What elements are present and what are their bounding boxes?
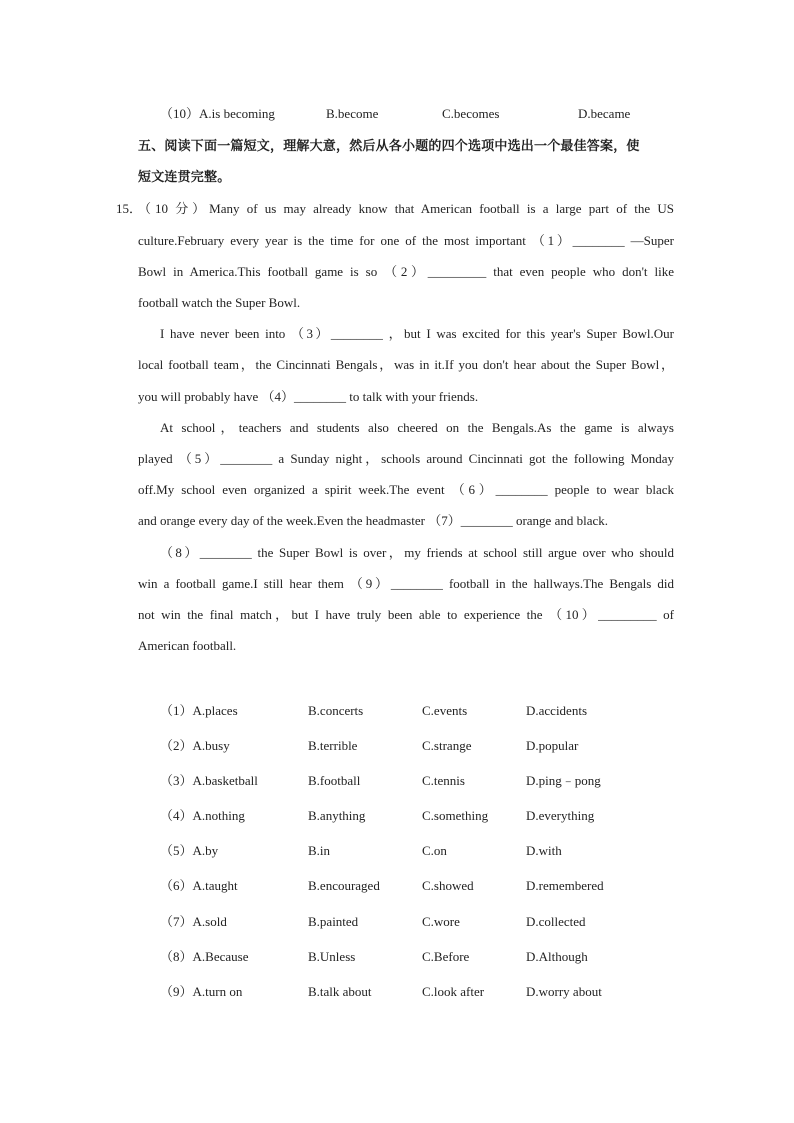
- option-c: C.wore: [422, 914, 460, 929]
- question-number: 15．: [116, 201, 143, 216]
- option-a: [160, 876, 238, 896]
- option-a: [160, 806, 245, 826]
- option-number: （1）: [160, 703, 193, 718]
- option-b: B.football: [308, 773, 361, 788]
- option-a-text: A.taught: [192, 878, 238, 893]
- option-a: [160, 736, 230, 756]
- option-a-text: A.sold: [192, 914, 227, 929]
- option-a: [160, 982, 242, 1002]
- option-c: C.something: [422, 808, 489, 823]
- option-a-text: A.nothing: [192, 808, 245, 823]
- option-b: B.terrible: [308, 738, 358, 753]
- option-b: B.painted: [308, 914, 359, 929]
- passage-line: you will probably have （4）________ to talk with your friends.: [138, 389, 479, 404]
- option-d: D.with: [526, 843, 562, 858]
- option-c: C.strange: [422, 738, 472, 753]
- option-d: D.popular: [526, 738, 579, 753]
- option-number: （9）: [160, 984, 193, 999]
- option-b: B.concerts: [308, 703, 364, 718]
- option-number: （6）: [160, 878, 193, 893]
- passage-line: football watch the Super Bowl.: [138, 295, 301, 310]
- option-a-text: A.Because: [192, 949, 249, 964]
- top-question-options-a: [160, 104, 275, 124]
- option-a-text: A.turn on: [192, 984, 243, 999]
- option-number: （7）: [160, 914, 193, 929]
- option-b: B.in: [308, 843, 331, 858]
- option-d: D.collected: [526, 914, 586, 929]
- option-a-text: A.places: [192, 703, 238, 718]
- option-a-text: A.busy: [192, 738, 230, 753]
- option-number: （5）: [160, 843, 193, 858]
- option-c: C.events: [422, 703, 468, 718]
- option-d: D.Although: [526, 949, 588, 964]
- passage-line: win a football game.I still hear them （9）________ football in the hallways.The Bengals did: [138, 576, 674, 591]
- option-d: D.worry about: [526, 984, 602, 999]
- option-a-text: A.basketball: [192, 773, 258, 788]
- option-b: B.anything: [308, 808, 366, 823]
- option-number: （4）: [160, 808, 193, 823]
- option-c: C.look after: [422, 984, 485, 999]
- option-number: （3）: [160, 773, 193, 788]
- passage-line: I have never been into （3）________ ，but I was excited for this year's Super Bowl.Our: [160, 326, 674, 341]
- option-a: [160, 701, 238, 721]
- option-c: C.Before: [422, 949, 470, 964]
- passage-line: not win the final match，but I have truly been able to experience the （10）_________ of: [138, 607, 674, 622]
- option-b: B.talk about: [308, 984, 372, 999]
- top-question-option-b: B.become: [326, 106, 379, 121]
- passage-line: local football team，the Cincinnati Bengals，was in it.If you don't hear about the Super Bowl，: [138, 357, 674, 372]
- section-title-line2: 短文连贯完整。: [138, 170, 231, 185]
- passage-line: American football.: [138, 638, 237, 653]
- option-c: C.on: [422, 843, 447, 858]
- option-a: [160, 771, 258, 791]
- passage-line: off.My school even organized a spirit week.The event （6）________ people to wear black: [138, 482, 674, 497]
- passage-line: （10 分）Many of us may already know that American football is a large part of the US: [138, 201, 674, 216]
- option-number: （2）: [160, 738, 193, 753]
- passage-line: played （5）________ a Sunday night，schools around Cincinnati got the following Monday: [138, 451, 674, 466]
- option-d: D.ping﹣pong: [526, 773, 601, 788]
- passage-line: culture.February every year is the time for one of the most important （1）________ —Super: [138, 233, 674, 248]
- option-a-text: A.by: [192, 843, 219, 858]
- option-b: B.encouraged: [308, 878, 380, 893]
- passage-line: At school，teachers and students also cheered on the Bengals.As the game is always: [160, 420, 674, 435]
- option-c: C.tennis: [422, 773, 465, 788]
- option-d: D.everything: [526, 808, 595, 823]
- option-b: B.Unless: [308, 949, 356, 964]
- top-question-option-d: D.became: [578, 106, 631, 121]
- option-a: [160, 841, 218, 861]
- option-c: C.showed: [422, 878, 474, 893]
- section-title-line1: 五、阅读下面一篇短文，理解大意，然后从各小题的四个选项中选出一个最佳答案，使: [138, 139, 640, 154]
- top-question-number: （10）: [160, 106, 200, 121]
- option-d: D.accidents: [526, 703, 588, 718]
- option-a: [160, 912, 227, 932]
- option-number: （8）: [160, 949, 193, 964]
- top-question-option-c: C.becomes: [442, 106, 500, 121]
- passage-line: Bowl in America.This football game is so （2）_________ that even people who don't like: [138, 264, 674, 279]
- passage-line: （8）________ the Super Bowl is over，my friends at school still argue over who should: [160, 545, 674, 560]
- passage-line: and orange every day of the week.Even the headmaster （7）________ orange and black.: [138, 513, 608, 528]
- top-question-option-a: A.is becoming: [199, 106, 275, 121]
- option-a: [160, 947, 248, 967]
- option-d: D.remembered: [526, 878, 604, 893]
